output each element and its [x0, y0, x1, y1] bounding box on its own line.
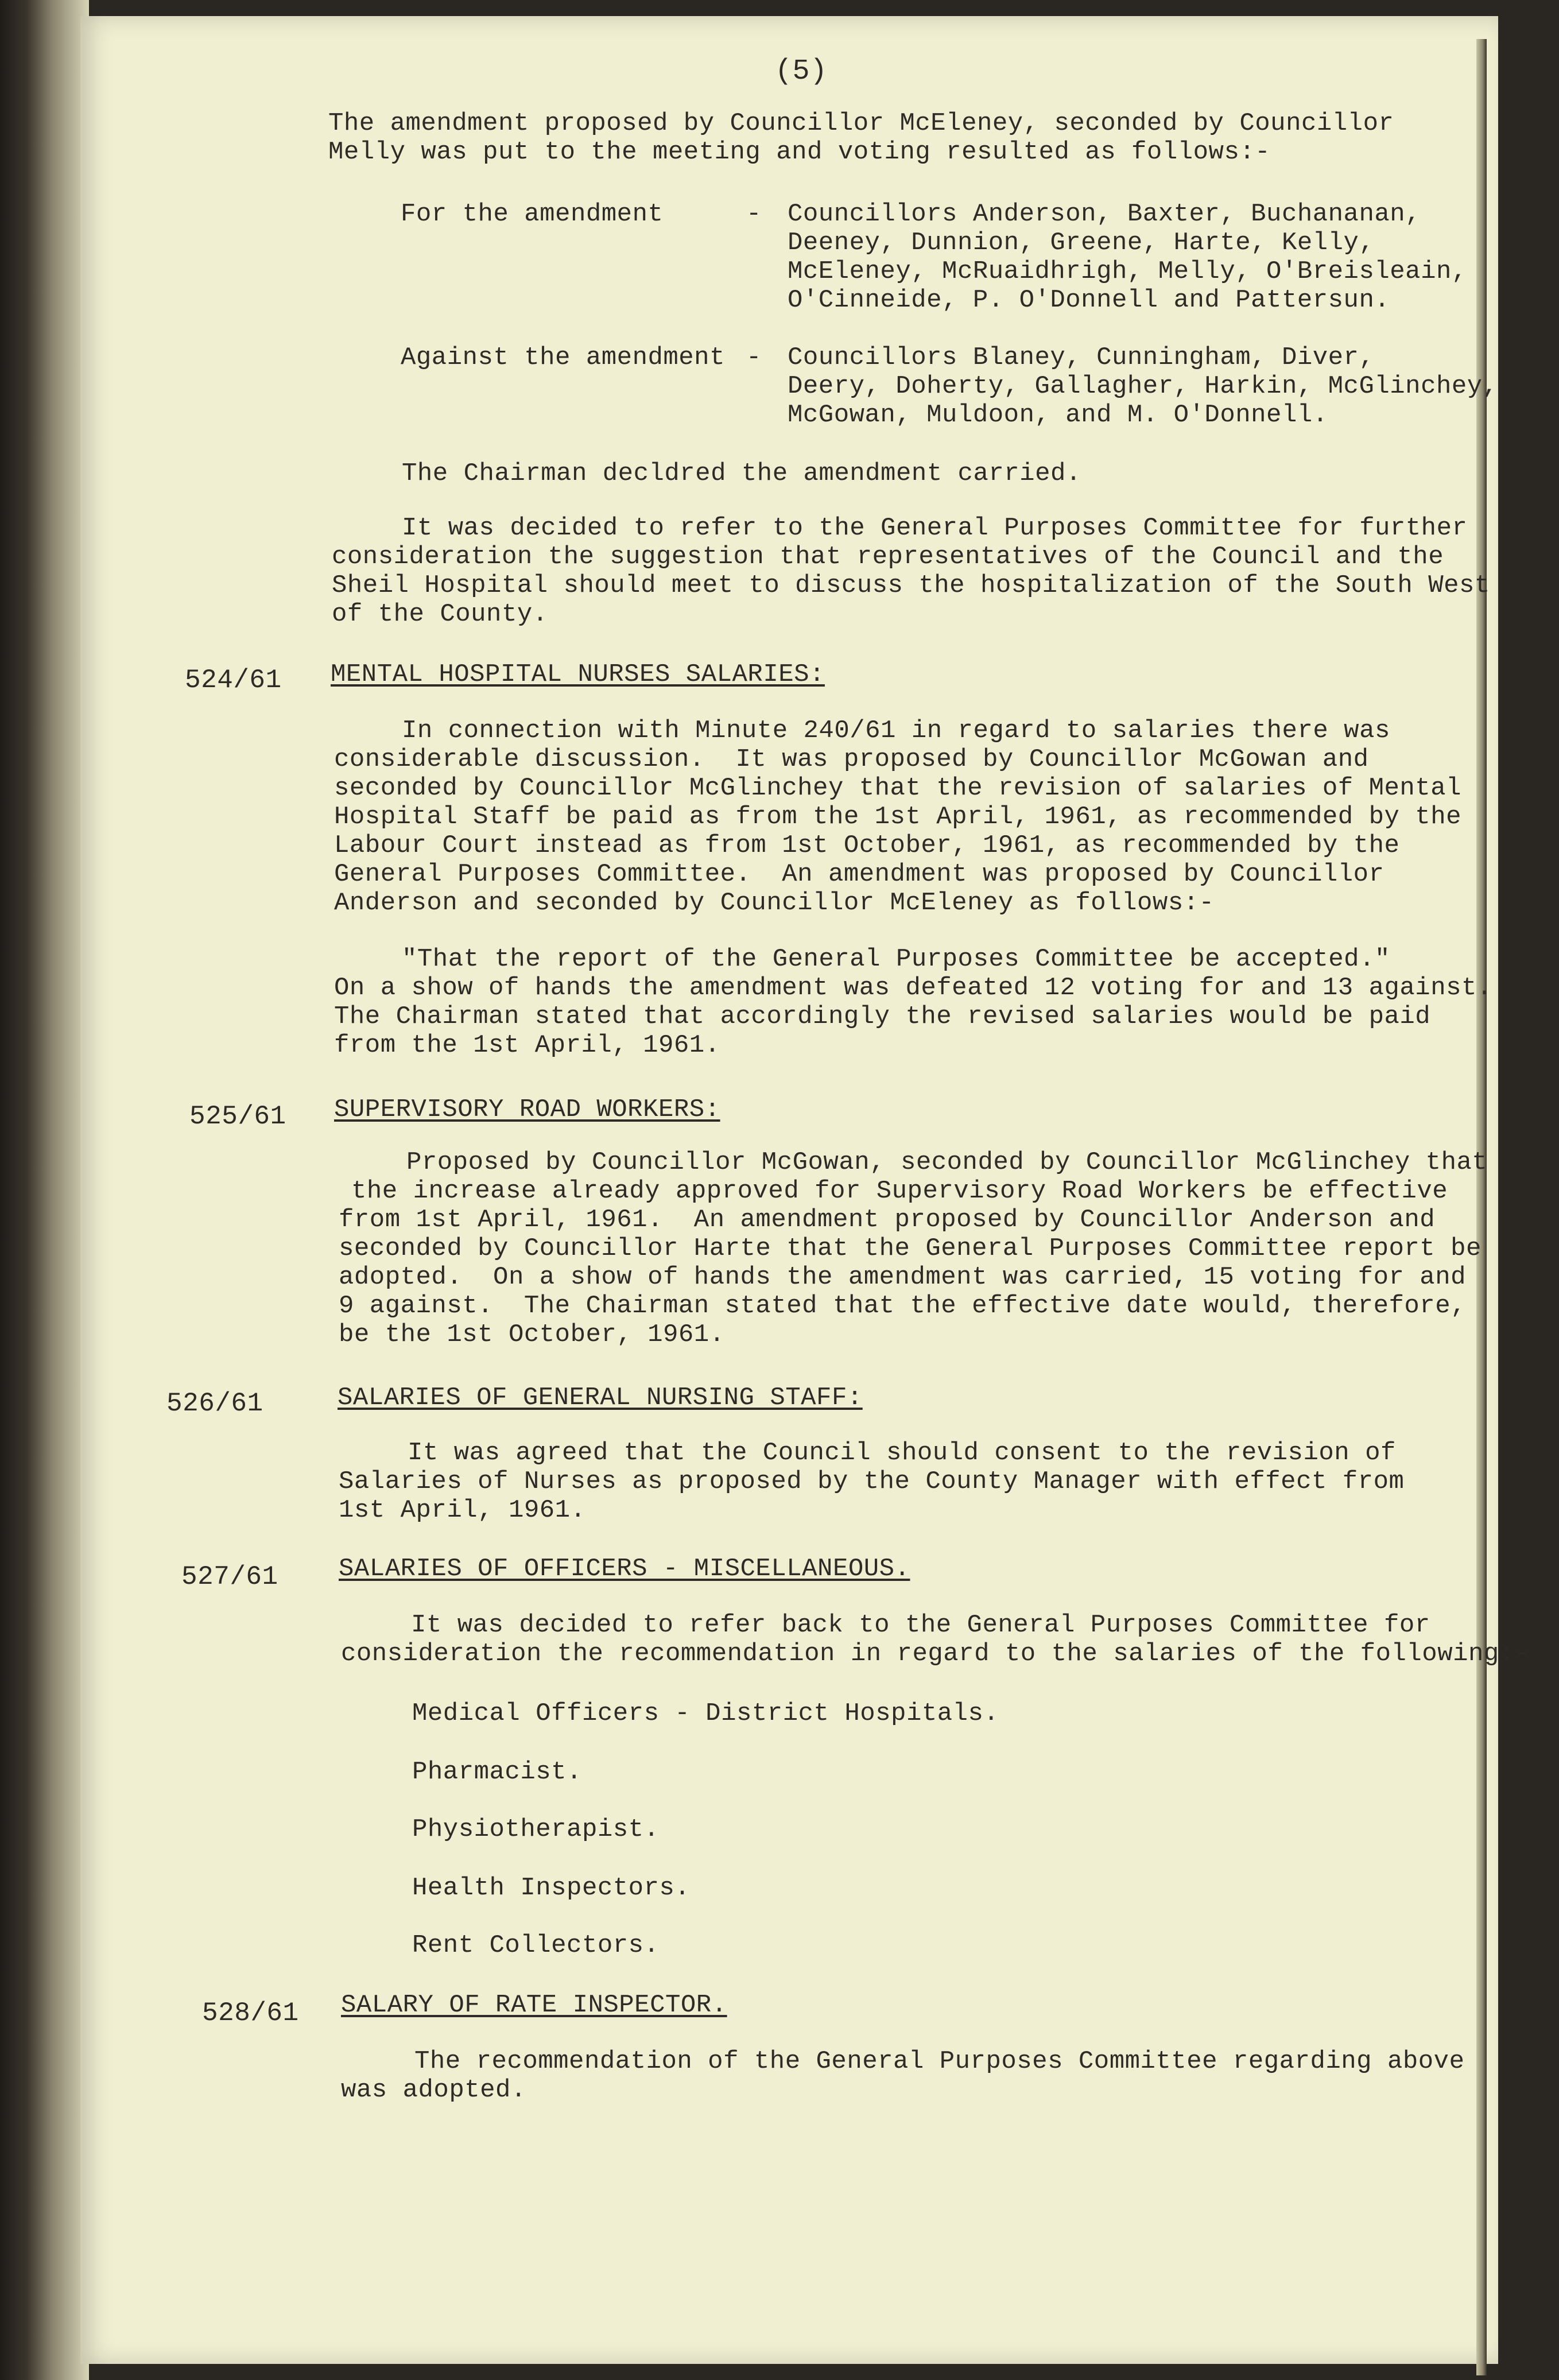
paragraph-line: be the 1st October, 1961. — [339, 1320, 725, 1349]
paragraph-line: adopted. On a show of hands the amendment was carried, 15 voting for and — [339, 1263, 1467, 1292]
list-item: Rent Collectors. — [412, 1931, 660, 1960]
vote-against-label: Against the amendment — [401, 343, 725, 372]
minute-number: 528/61 — [202, 1998, 299, 2028]
paragraph-line: The amendment proposed by Councillor McEleney, seconded by Councillor — [328, 109, 1394, 138]
minute-number: 525/61 — [189, 1102, 286, 1131]
minute-heading: SUPERVISORY ROAD WORKERS: — [334, 1095, 720, 1124]
vote-for-dash: - — [746, 200, 762, 228]
paragraph-line: consideration the suggestion that representatives of the Council and the — [332, 542, 1444, 571]
paragraph-line: Melly was put to the meeting and voting resulted as follows:- — [328, 138, 1271, 166]
paragraph-line: The recommendation of the General Purposes Committee regarding above — [414, 2047, 1465, 2076]
list-item: Physiotherapist. — [412, 1815, 660, 1844]
paragraph-line: It was decided to refer to the General Purposes Committee for further — [402, 514, 1468, 542]
page-number: (5) — [775, 55, 828, 88]
minute-heading: SALARIES OF GENERAL NURSING STAFF: — [338, 1383, 863, 1412]
paragraph-line: Labour Court instead as from 1st October, 1961, as recommended by the — [334, 831, 1400, 860]
paragraph-line: was adopted. — [341, 2076, 526, 2104]
minute-heading: SALARY OF RATE INSPECTOR. — [341, 1991, 727, 2019]
paragraph-line: The Chairman stated that accordingly the revised salaries would be paid — [334, 1002, 1431, 1031]
vote-against-names-line: McGowan, Muldoon, and M. O'Donnell. — [788, 401, 1328, 429]
list-item: Pharmacist. — [412, 1758, 582, 1786]
book-spine — [0, 0, 89, 2380]
minute-number: 527/61 — [181, 1562, 278, 1592]
list-item: Medical Officers - District Hospitals. — [412, 1699, 999, 1728]
minute-number: 524/61 — [185, 665, 282, 695]
paragraph-line: from the 1st April, 1961. — [334, 1031, 720, 1060]
vote-for-names-line: O'Cinneide, P. O'Donnell and Pattersun. — [788, 286, 1390, 315]
vote-for-names-line: McEleney, McRuaidhrigh, Melly, O'Breisleain, — [788, 257, 1467, 286]
chairman-declaration: The Chairman decldred the amendment carried. — [402, 459, 1081, 488]
paragraph-line: Proposed by Councillor McGowan, seconded by Councillor McGlinchey that — [406, 1148, 1488, 1177]
paragraph-line: 1st April, 1961. — [339, 1496, 586, 1525]
vote-against-names-line: Councillors Blaney, Cunningham, Diver, — [788, 343, 1375, 372]
paragraph-line: the increase already approved for Supervisory Road Workers be effective — [351, 1177, 1448, 1205]
paragraph-line: It was decided to refer back to the General Purposes Committee for — [411, 1611, 1430, 1639]
minute-heading: SALARIES OF OFFICERS - MISCELLANEOUS. — [339, 1555, 910, 1583]
paragraph-line: of the County. — [332, 600, 548, 629]
paragraph-line: In connection with Minute 240/61 in regard to salaries there was — [402, 716, 1390, 745]
paragraph-line: "That the report of the General Purposes Committee be accepted." — [402, 945, 1390, 974]
list-item: Health Inspectors. — [412, 1874, 691, 1902]
vote-for-label: For the amendment — [401, 200, 664, 228]
paragraph-line: seconded by Councillor McGlinchey that the revision of salaries of Mental — [334, 774, 1462, 803]
paragraph-line: 9 against. The Chairman stated that the effective date would, therefore, — [339, 1292, 1467, 1320]
vote-against-names-line: Deery, Doherty, Gallagher, Harkin, McGlinchey, — [788, 372, 1498, 401]
paragraph-line: On a show of hands the amendment was defeated 12 voting for and 13 against. — [334, 974, 1492, 1002]
paragraph-line: Hospital Staff be paid as from the 1st April, 1961, as recommended by the — [334, 803, 1462, 831]
paragraph-line: considerable discussion. It was proposed by Councillor McGowan and — [334, 745, 1369, 774]
paragraph-line: Sheil Hospital should meet to discuss the hospitalization of the South West — [332, 571, 1490, 600]
vote-for-names-line: Deeney, Dunnion, Greene, Harte, Kelly, — [788, 228, 1375, 257]
minute-heading: MENTAL HOSPITAL NURSES SALARIES: — [331, 660, 825, 689]
paragraph-line: seconded by Councillor Harte that the General Purposes Committee report be — [339, 1234, 1482, 1263]
paragraph-line: consideration the recommendation in regard to the salaries of the following:- — [341, 1639, 1530, 1668]
paragraph-line: General Purposes Committee. An amendment was proposed by Councillor — [334, 860, 1385, 889]
paragraph-line: from 1st April, 1961. An amendment proposed by Councillor Anderson and — [339, 1205, 1436, 1234]
paragraph-line: It was agreed that the Council should consent to the revision of — [408, 1439, 1396, 1467]
vote-against-dash: - — [746, 343, 762, 372]
paragraph-line: Anderson and seconded by Councillor McEleney as follows:- — [334, 889, 1215, 917]
paragraph-line: Salaries of Nurses as proposed by the County Manager with effect from — [339, 1467, 1405, 1496]
minute-number: 526/61 — [166, 1389, 263, 1418]
vote-for-names-line: Councillors Anderson, Baxter, Buchananan, — [788, 200, 1421, 228]
